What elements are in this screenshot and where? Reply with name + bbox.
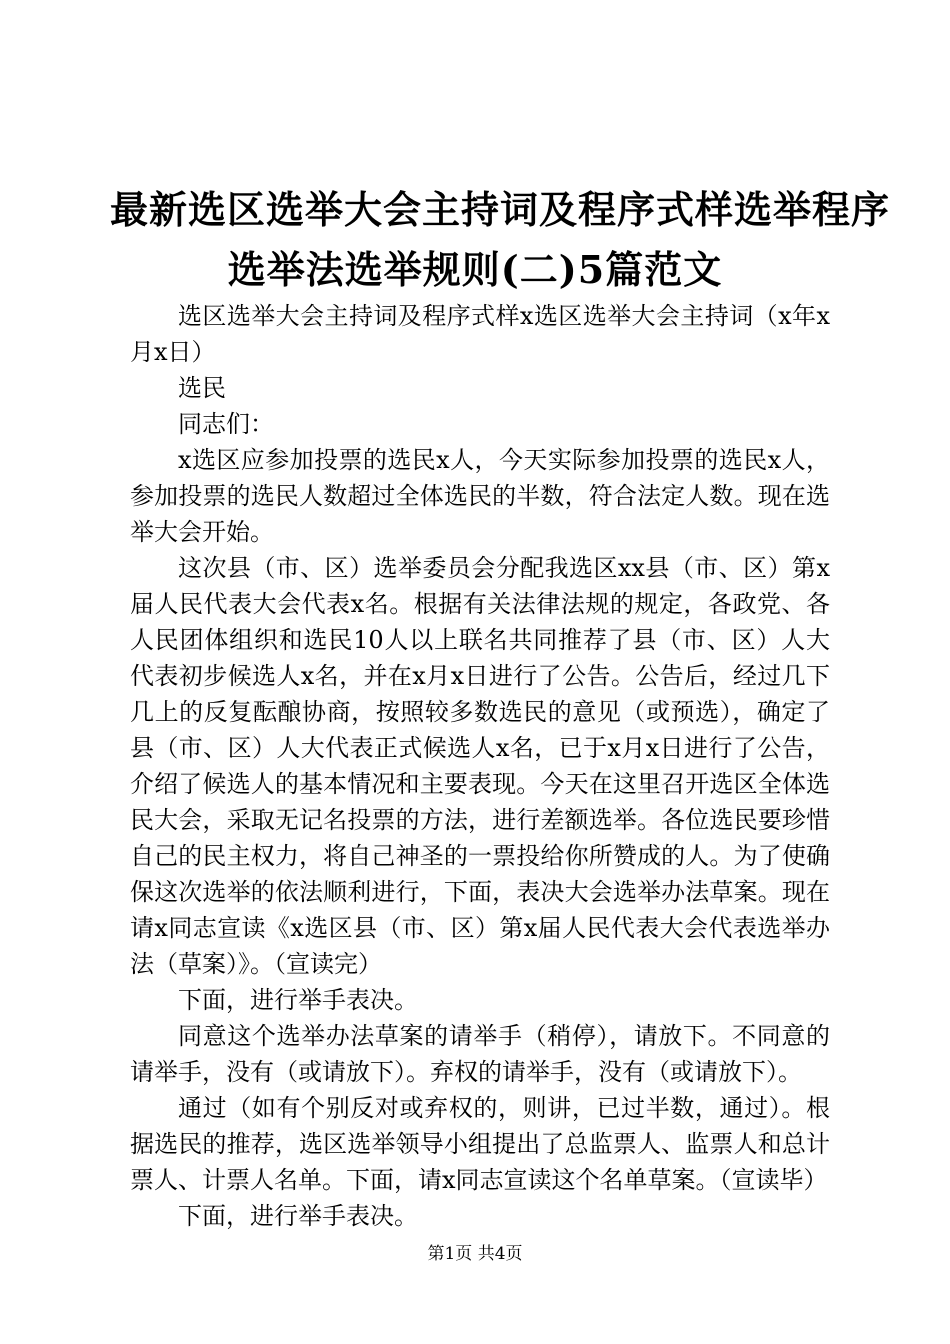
title-line-1: 最新选区选举大会主持词及程序式样选举程序 — [110, 187, 891, 232]
paragraph-voters: 选民 — [178, 374, 226, 402]
page-footer: 第1页 共4页 — [427, 1244, 523, 1264]
paragraph-vote-procedure: 同意这个选举办法草案的请举手（稍停），请放下。不同意的请举手，没有（或请放下）。弃权的请举手，没有（或请放下）。 — [130, 1022, 830, 1086]
paragraph-vote-call-1: 下面，进行举手表决。 — [178, 986, 418, 1014]
title-line-2: 选举法选举规则(二)5篇范文 — [227, 247, 723, 292]
paragraph-greeting: 同志们： — [178, 410, 274, 438]
document-body — [130, 298, 830, 1234]
paragraph-attendance: x选区应参加投票的选民x人，今天实际参加投票的选民x人，参加投票的选民人数超过全体选民的半数，符合法定人数。现在选举大会开始。 — [130, 446, 830, 546]
paragraph-passed: 通过（如有个别反对或弃权的，则讲，已过半数，通过）。根据选民的推荐，选区选举领导小组提出了总监票人、监票人和总计票人、计票人名单。下面，请x同志宣读这个名单草案。（宣读毕） — [130, 1094, 830, 1194]
paragraph-vote-call-2: 下面，进行举手表决。 — [178, 1202, 418, 1230]
paragraph-heading: 选区选举大会主持词及程序式样x选区选举大会主持词（x年x月x日） — [130, 302, 830, 366]
document-title — [110, 180, 891, 300]
paragraph-election-intro: 这次县（市、区）选举委员会分配我选区xx县（市、区）第x届人民代表大会代表x名。根据有关法律法规的规定，各政党、各人民团体组织和选民10人以上联名共同推荐了县（市、区）人大代表初步候选人x名，并在x月x日进行了公告。公告后，经过几下几上的反复酝酿协商，按照较多数选民的意见（或预选），确定了县（市、区）人大代表正式候选人x名，已于x月x日进行了公告，介绍了候选人的基本情况和主要表现。今天在这里召开选区全体选民大会，采取无记名投票的方法，进行差额选举。各位选民要珍惜自己的民主权力，将自己神圣的一票投给你所赞成的人。为了使确保这次选举的依法顺利进行，下面，表决大会选举办法草案。现在请x同志宣读《x选区县（市、区）第x届人民代表大会代表选举办法（草案）》。（宣读完） — [130, 554, 830, 978]
